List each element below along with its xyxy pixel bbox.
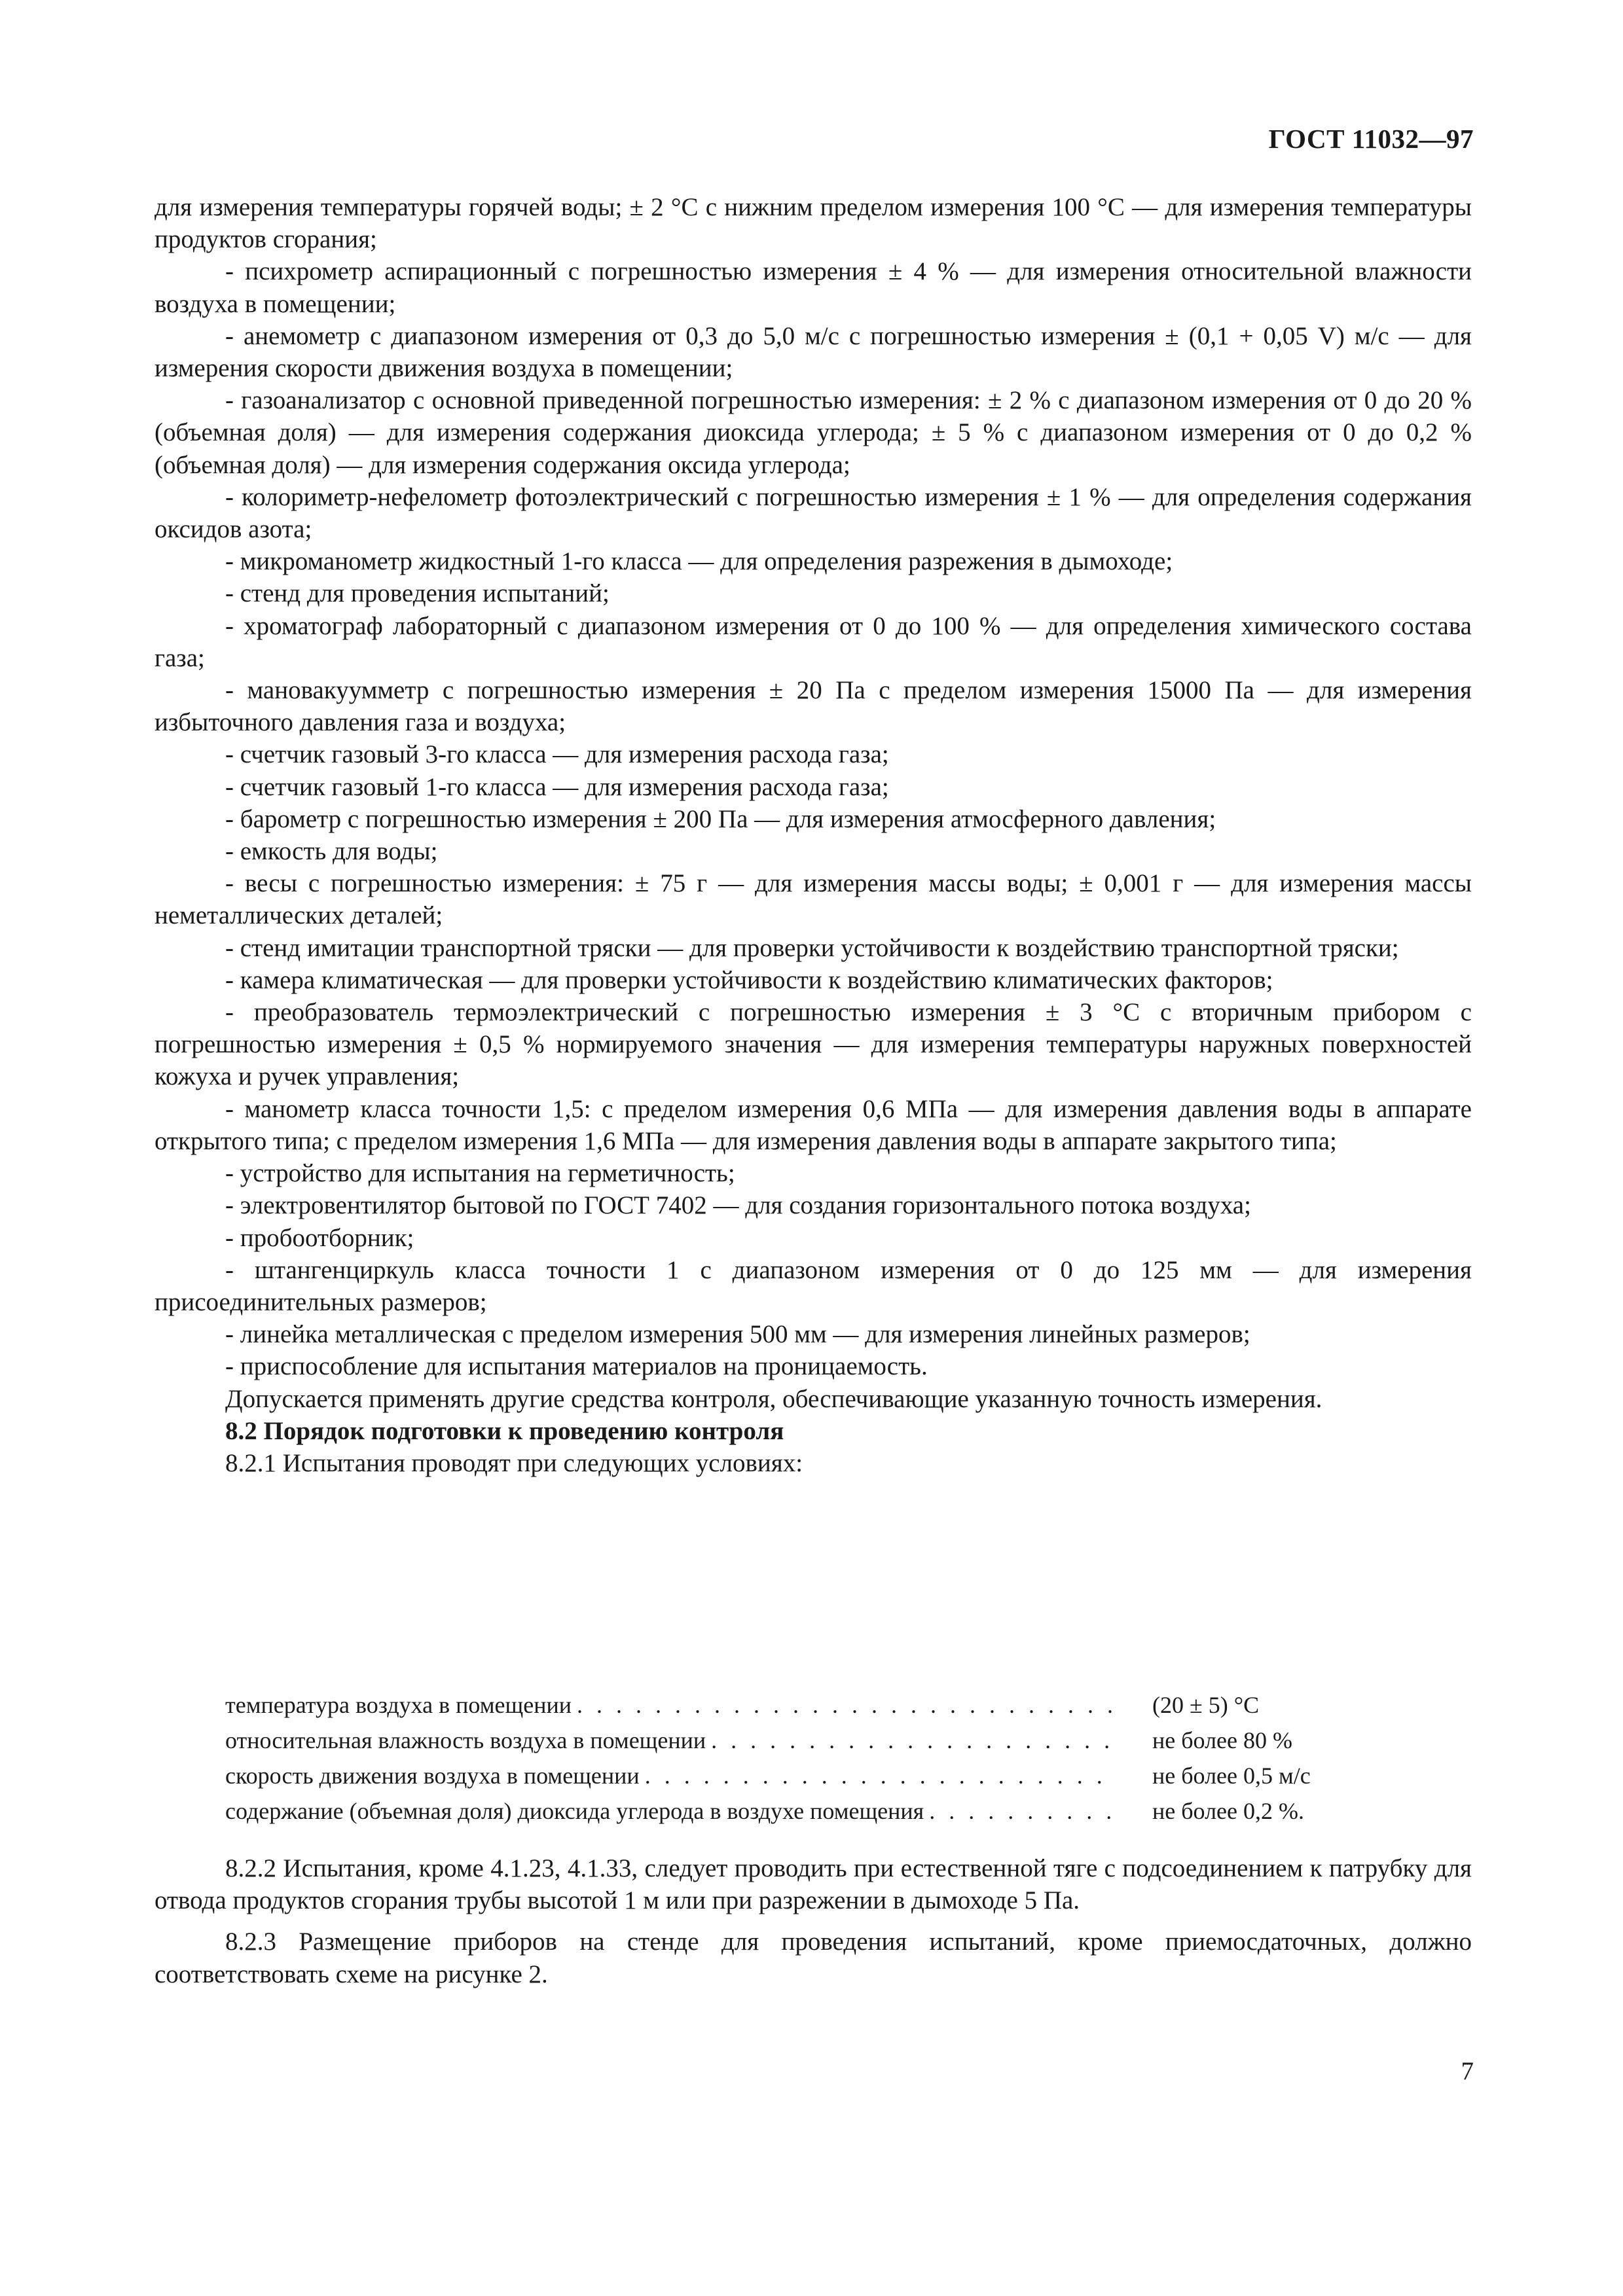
section-title: 8.2 Порядок подготовки к проведению контроля [225, 1416, 784, 1445]
list-item: - микроманометр жидкостный 1-го класса — для определения разрежения в дымоходе; [225, 547, 1173, 576]
condition-row [225, 1723, 1456, 1758]
list-item: - анемометр с диапазоном измерения от 0,3 до 5,0 м/с с погрешностью измерения ± (0,1 + 0,05 V) м/с — для измерения скорости движения воздуха в помещении; [155, 321, 1472, 383]
condition-row [225, 1687, 1456, 1723]
condition-label: температура воздуха в помещении . . . [225, 1687, 1113, 1723]
list-item: - психрометр аспирационный с погрешностью измерения ± 4 % — для измерения относительной влажности воздуха в помещении; [155, 257, 1472, 318]
paragraph: 8.2.1 Испытания проводят при следующих условиях: [225, 1448, 803, 1477]
page-number: 7 [1461, 2057, 1474, 2085]
list-item: - колориметр-нефелометр фотоэлектрический с погрешностью измерения ± 1 % — для определения содержания оксидов азота; [155, 482, 1472, 544]
list-item: - газоанализатор с основной приведенной погрешностью измерения: ± 2 % с диапазоном измерения от 0 до 20 % (объемная доля) — для измерения содержания диоксида углерода; ± 5 % с диапазоном измерения от 0 до 0,2 % (объемная доля) — для измерения содержания оксида углерода; [155, 386, 1472, 479]
list-item: - устройство для испытания на герметичность; [225, 1159, 735, 1188]
list-item: - штангенциркуль класса точности 1 с диапазоном измерения от 0 до 125 мм — для измерения присоединительных размеров; [155, 1255, 1472, 1316]
list-item: - емкость для воды; [225, 837, 438, 866]
list-item: - счетчик газовый 1-го класса — для измерения расхода газа; [225, 772, 889, 801]
paragraph: 8.2.2 Испытания, кроме 4.1.23, 4.1.33, следует проводить при естественной тяге с подсоединением к патрубку для отвода продуктов сгорания трубы высотой 1 м или при разрежении в дымоходе 5 Па. [155, 1854, 1472, 1915]
condition-label: относительная влажность воздуха в помещении . . . [225, 1723, 1113, 1758]
condition-value: не более 80 % [1152, 1727, 1292, 1753]
condition-value: не более 0,2 %. [1152, 1798, 1304, 1824]
condition-label: скорость движения воздуха в помещении . . . [225, 1758, 1113, 1793]
list-item: - хроматограф лабораторный с диапазоном измерения от 0 до 100 % — для определения химического состава газа; [155, 611, 1472, 672]
list-item: - счетчик газовый 3-го класса — для измерения расхода газа; [225, 740, 889, 769]
list-item: - весы с погрешностью измерения: ± 75 г — для измерения массы воды; ± 0,001 г — для измерения массы неметаллических деталей; [155, 869, 1472, 930]
list-item: - камера климатическая — для проверки устойчивости к воздействию климатических факторов; [225, 965, 1273, 994]
condition-value: (20 ± 5) °С [1152, 1692, 1260, 1718]
condition-row [225, 1793, 1456, 1829]
list-item: для измерения температуры горячей воды; ± 2 °С с нижним пределом измерения 100 °С — для измерения температуры продуктов сгорания; [155, 193, 1472, 254]
paragraph: 8.2.3 Размещение приборов на стенде для проведения испытаний, кроме приемосдаточных, должно соответствовать схеме на рисунке 2. [155, 1928, 1472, 1988]
list-item: - линейка металлическая с пределом измерения 500 мм — для измерения линейных размеров; [225, 1320, 1250, 1349]
list-item: - пробоотборник; [225, 1223, 414, 1252]
list-item: - манометр класса точности 1,5: с пределом измерения 0,6 МПа — для измерения давления воды в аппарате открытого типа; с пределом измерения 1,6 МПа — для измерения давления воды в аппарате закрытого типа; [155, 1094, 1472, 1155]
list-item: - стенд имитации транспортной тряски — для проверки устойчивости к воздействию транспортной тряски; [225, 933, 1399, 962]
page-header-code: ГОСТ 11032—97 [1268, 124, 1474, 154]
after-block [155, 1852, 1472, 2000]
list-item: - электровентилятор бытовой по ГОСТ 7402 — для создания горизонтального потока воздуха; [225, 1191, 1251, 1220]
conditions-table [225, 1687, 1456, 1829]
text-block [155, 191, 1472, 1479]
condition-value: не более 0,5 м/с [1152, 1763, 1311, 1789]
list-item: - барометр с погрешностью измерения ± 200 Па — для измерения атмосферного давления; [225, 804, 1216, 833]
condition-label: содержание (объемная доля) диоксида углерода в воздухе помещения . . . [225, 1793, 1113, 1829]
paragraph: Допускается применять другие средства контроля, обеспечивающие указанную точность измерения. [225, 1384, 1322, 1413]
list-item: - мановакуумметр с погрешностью измерения ± 20 Па с пределом измерения 15000 Па — для измерения избыточного давления газа и воздуха; [155, 676, 1472, 737]
list-item: - стенд для проведения испытаний; [225, 579, 610, 608]
list-item: - приспособление для испытания материалов на проницаемость. [225, 1352, 928, 1381]
list-item: - преобразователь термоэлектрический с погрешностью измерения ± 3 °С с вторичным прибором с погрешностью измерения ± 0,5 % нормируемого значения — для измерения температуры наружных поверхностей кожуха и ручек управления; [155, 998, 1472, 1091]
condition-row [225, 1758, 1456, 1793]
